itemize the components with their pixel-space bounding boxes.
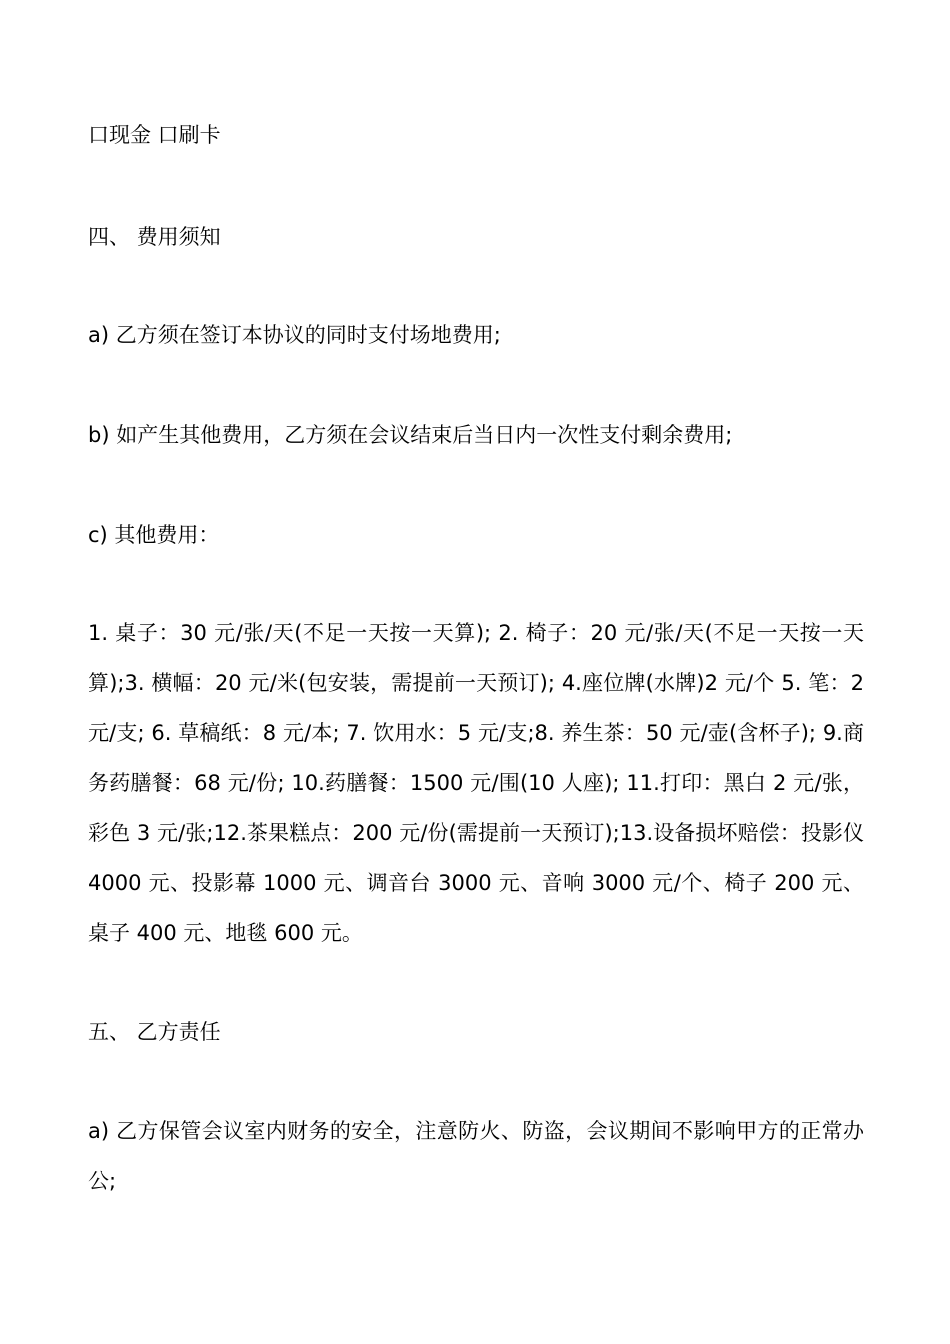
payment-options: 口现金 口刷卡	[88, 123, 221, 147]
fee-clause-b: b) 如产生其他费用，乙方须在会议结束后当日内一次性支付剩余费用;	[88, 423, 733, 447]
other-fees-list: 1. 桌子：30 元/张/天(不足一天按一天算); 2. 椅子：20 元/张/天(不足一天按一天算);3. 横幅：20 元/米(包安装，需提前一天预订); 4.座位牌(水牌)2 元/个 5. 笔：2 元/支; 6. 草稿纸：8 元/本; 7. 饮用水：5 元/支;8. 养生茶：50 元/壶(含杯子); 9.商务药膳餐：68 元/份; 10.药膳餐：1500 元/围(10 人座); 11.打印：黑白 2 元/张，彩色 3 元/张;12.茶果糕点：200 元/份(需提前一天预订);13.设备损坏赔偿：投影仪 4000 元、投影幕 1000 元、调音台 3000 元、音响 3000 元/个、椅子 200 元、桌子 400 元、地毯 600 元。	[88, 621, 864, 945]
fee-clause-c: c) 其他费用：	[88, 523, 220, 547]
section-heading-party-b: 五、 乙方责任	[88, 1020, 221, 1044]
fee-clause-a: a) 乙方须在签订本协议的同时支付场地费用;	[88, 323, 501, 347]
party-b-clause-a: a) 乙方保管会议室内财务的安全，注意防火、防盗，会议期间不影响甲方的正常办公;	[88, 1119, 864, 1193]
section-heading-fees: 四、 费用须知	[88, 225, 221, 249]
